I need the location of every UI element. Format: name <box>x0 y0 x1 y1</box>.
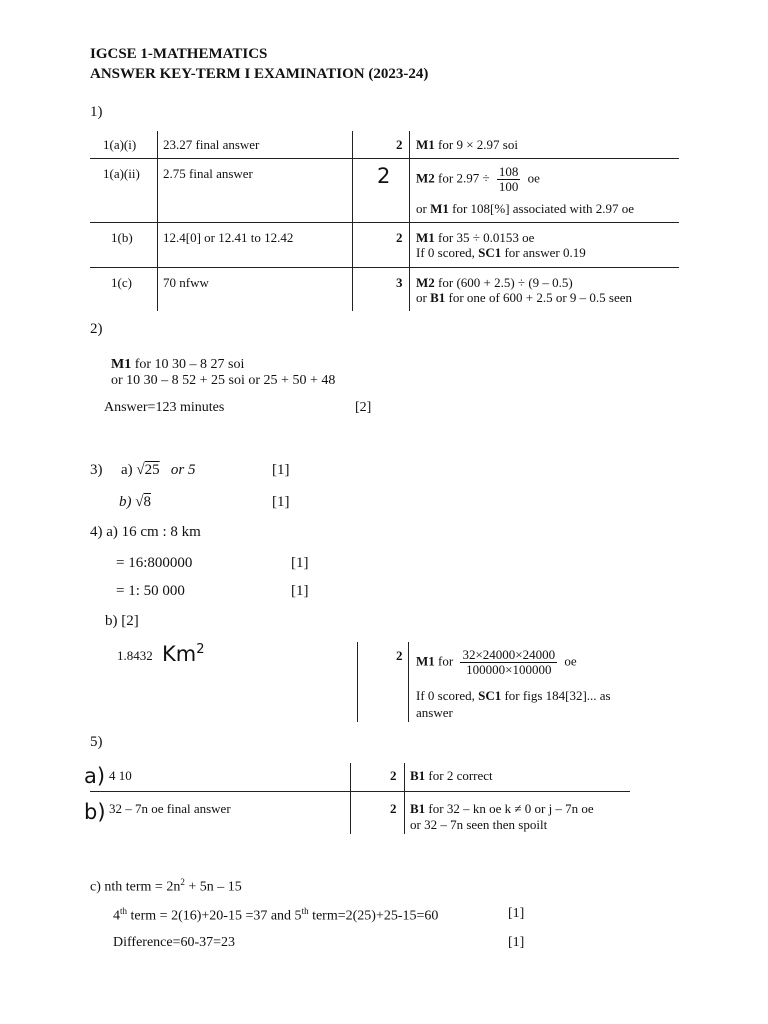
q5-b-guidance: B1 for 32 – kn oe k ≠ 0 or j – 7n oe <box>410 801 594 816</box>
q3-part-b: b) √8 <box>119 494 151 510</box>
q4-b-answer: 1.8432 <box>117 648 153 663</box>
q5-a-answer: 4 10 <box>109 768 132 783</box>
q2-method-line1: M1 for 10 30 – 8 27 soi <box>111 357 245 372</box>
q5-b-guidance-line2: or 32 – 7n seen then spoilt <box>410 817 548 832</box>
q1-row4-part: 1(c) <box>111 275 132 290</box>
q1-row4-guidance: M2 for (600 + 2.5) ÷ (9 – 0.5) <box>416 275 573 290</box>
q2-method-line2: or 10 30 – 8 52 + 25 soi or 25 + 50 + 48 <box>111 373 336 388</box>
q1-row4-answer: 70 nfww <box>163 275 209 290</box>
question-4-label: 4) a) 16 cm : 8 km <box>90 524 201 540</box>
q1-row3-guidance-line2: If 0 scored, SC1 for answer 0.19 <box>416 245 586 260</box>
q5-c-working-marks: [1] <box>508 906 525 921</box>
question-5-label: 5) <box>90 734 103 750</box>
q4-b-sc-line2: answer <box>416 705 453 720</box>
q5-a-marks: 2 <box>390 768 397 783</box>
q1-row3-guidance: M1 for 35 ÷ 0.0153 oe <box>416 230 535 245</box>
q1-row4-guidance-line2: or B1 for one of 600 + 2.5 or 9 – 0.5 seen <box>416 290 633 305</box>
q3-part-a: a) √25 or 5 <box>121 462 196 478</box>
question-3-label: 3) <box>90 462 103 478</box>
q4-line3: = 1: 50 000 <box>116 583 185 599</box>
q1-row2-guidance: M2 for 2.97 ÷ $\frac{108}{100}$ oe <box>416 164 540 194</box>
q3-part-b-marks: [1] <box>272 494 290 510</box>
q4-b-unit-handwritten: Km$^2$ <box>162 642 205 666</box>
q3-part-a-marks: [1] <box>272 462 290 478</box>
q5-b-answer: 32 – 7n oe final answer <box>109 801 231 816</box>
q5-c-working: 4th term = 2(16)+20-15 =37 and 5th term=2(25)+25-15=60 <box>113 906 439 924</box>
q1-row2-answer: 2.75 final answer <box>163 166 253 181</box>
q4-line2: = 16:800000 <box>116 555 193 571</box>
q1-row3-answer: 12.4[0] or 12.41 to 12.42 <box>163 230 294 245</box>
q5-c-difference: Difference=60-37=23 <box>113 935 236 950</box>
q1-row4-marks: 3 <box>396 275 403 290</box>
q2-marks: [2] <box>355 400 372 415</box>
q4-line2-marks: [1] <box>291 555 309 571</box>
q1-row1-marks: 2 <box>396 137 403 152</box>
question-1-label: 1) <box>90 104 103 120</box>
question-2-label: 2) <box>90 321 103 337</box>
q5-b-handwritten-label: b) <box>84 800 106 824</box>
q4-b-guidance: M1 for $\frac{32\times 24000\times 24000}{100000\times 100000}$ oe <box>416 647 577 677</box>
q5-b-marks: 2 <box>390 801 397 816</box>
q5-a-handwritten-label: a) <box>84 764 106 788</box>
title-line-1: IGCSE 1-MATHEMATICS <box>90 46 268 62</box>
title-line-2: ANSWER KEY-TERM I EXAMINATION (2023-24) <box>90 66 429 82</box>
q1-row3-marks: 2 <box>396 230 403 245</box>
q1-row2-part: 1(a)(ii) <box>103 166 140 181</box>
q4-part-b-label: b) [2] <box>105 613 139 629</box>
q1-row3-part: 1(b) <box>111 230 133 245</box>
q4-b-marks: 2 <box>396 648 403 663</box>
q1-row1-part: 1(a)(i) <box>103 137 137 152</box>
q5-c-difference-marks: [1] <box>508 935 525 950</box>
q1-row1-answer: 23.27 final answer <box>163 137 260 152</box>
q1-row1-guidance: M1 for 9 × 2.97 soi <box>416 137 518 152</box>
q4-line3-marks: [1] <box>291 583 309 599</box>
q5-a-guidance: B1 for 2 correct <box>410 768 493 783</box>
q2-answer: Answer=123 minutes <box>104 400 225 415</box>
q5-c-nth-term: c) nth term = $2n^2 + 5n - 15$ <box>90 877 242 895</box>
q1-row2-marks-handwritten: 2 <box>377 164 391 188</box>
q1-row2-guidance-alt: or M1 for 108[%] associated with 2.97 oe <box>416 201 635 216</box>
q4-b-sc: If 0 scored, SC1 for figs 184[32]... as <box>416 688 611 703</box>
